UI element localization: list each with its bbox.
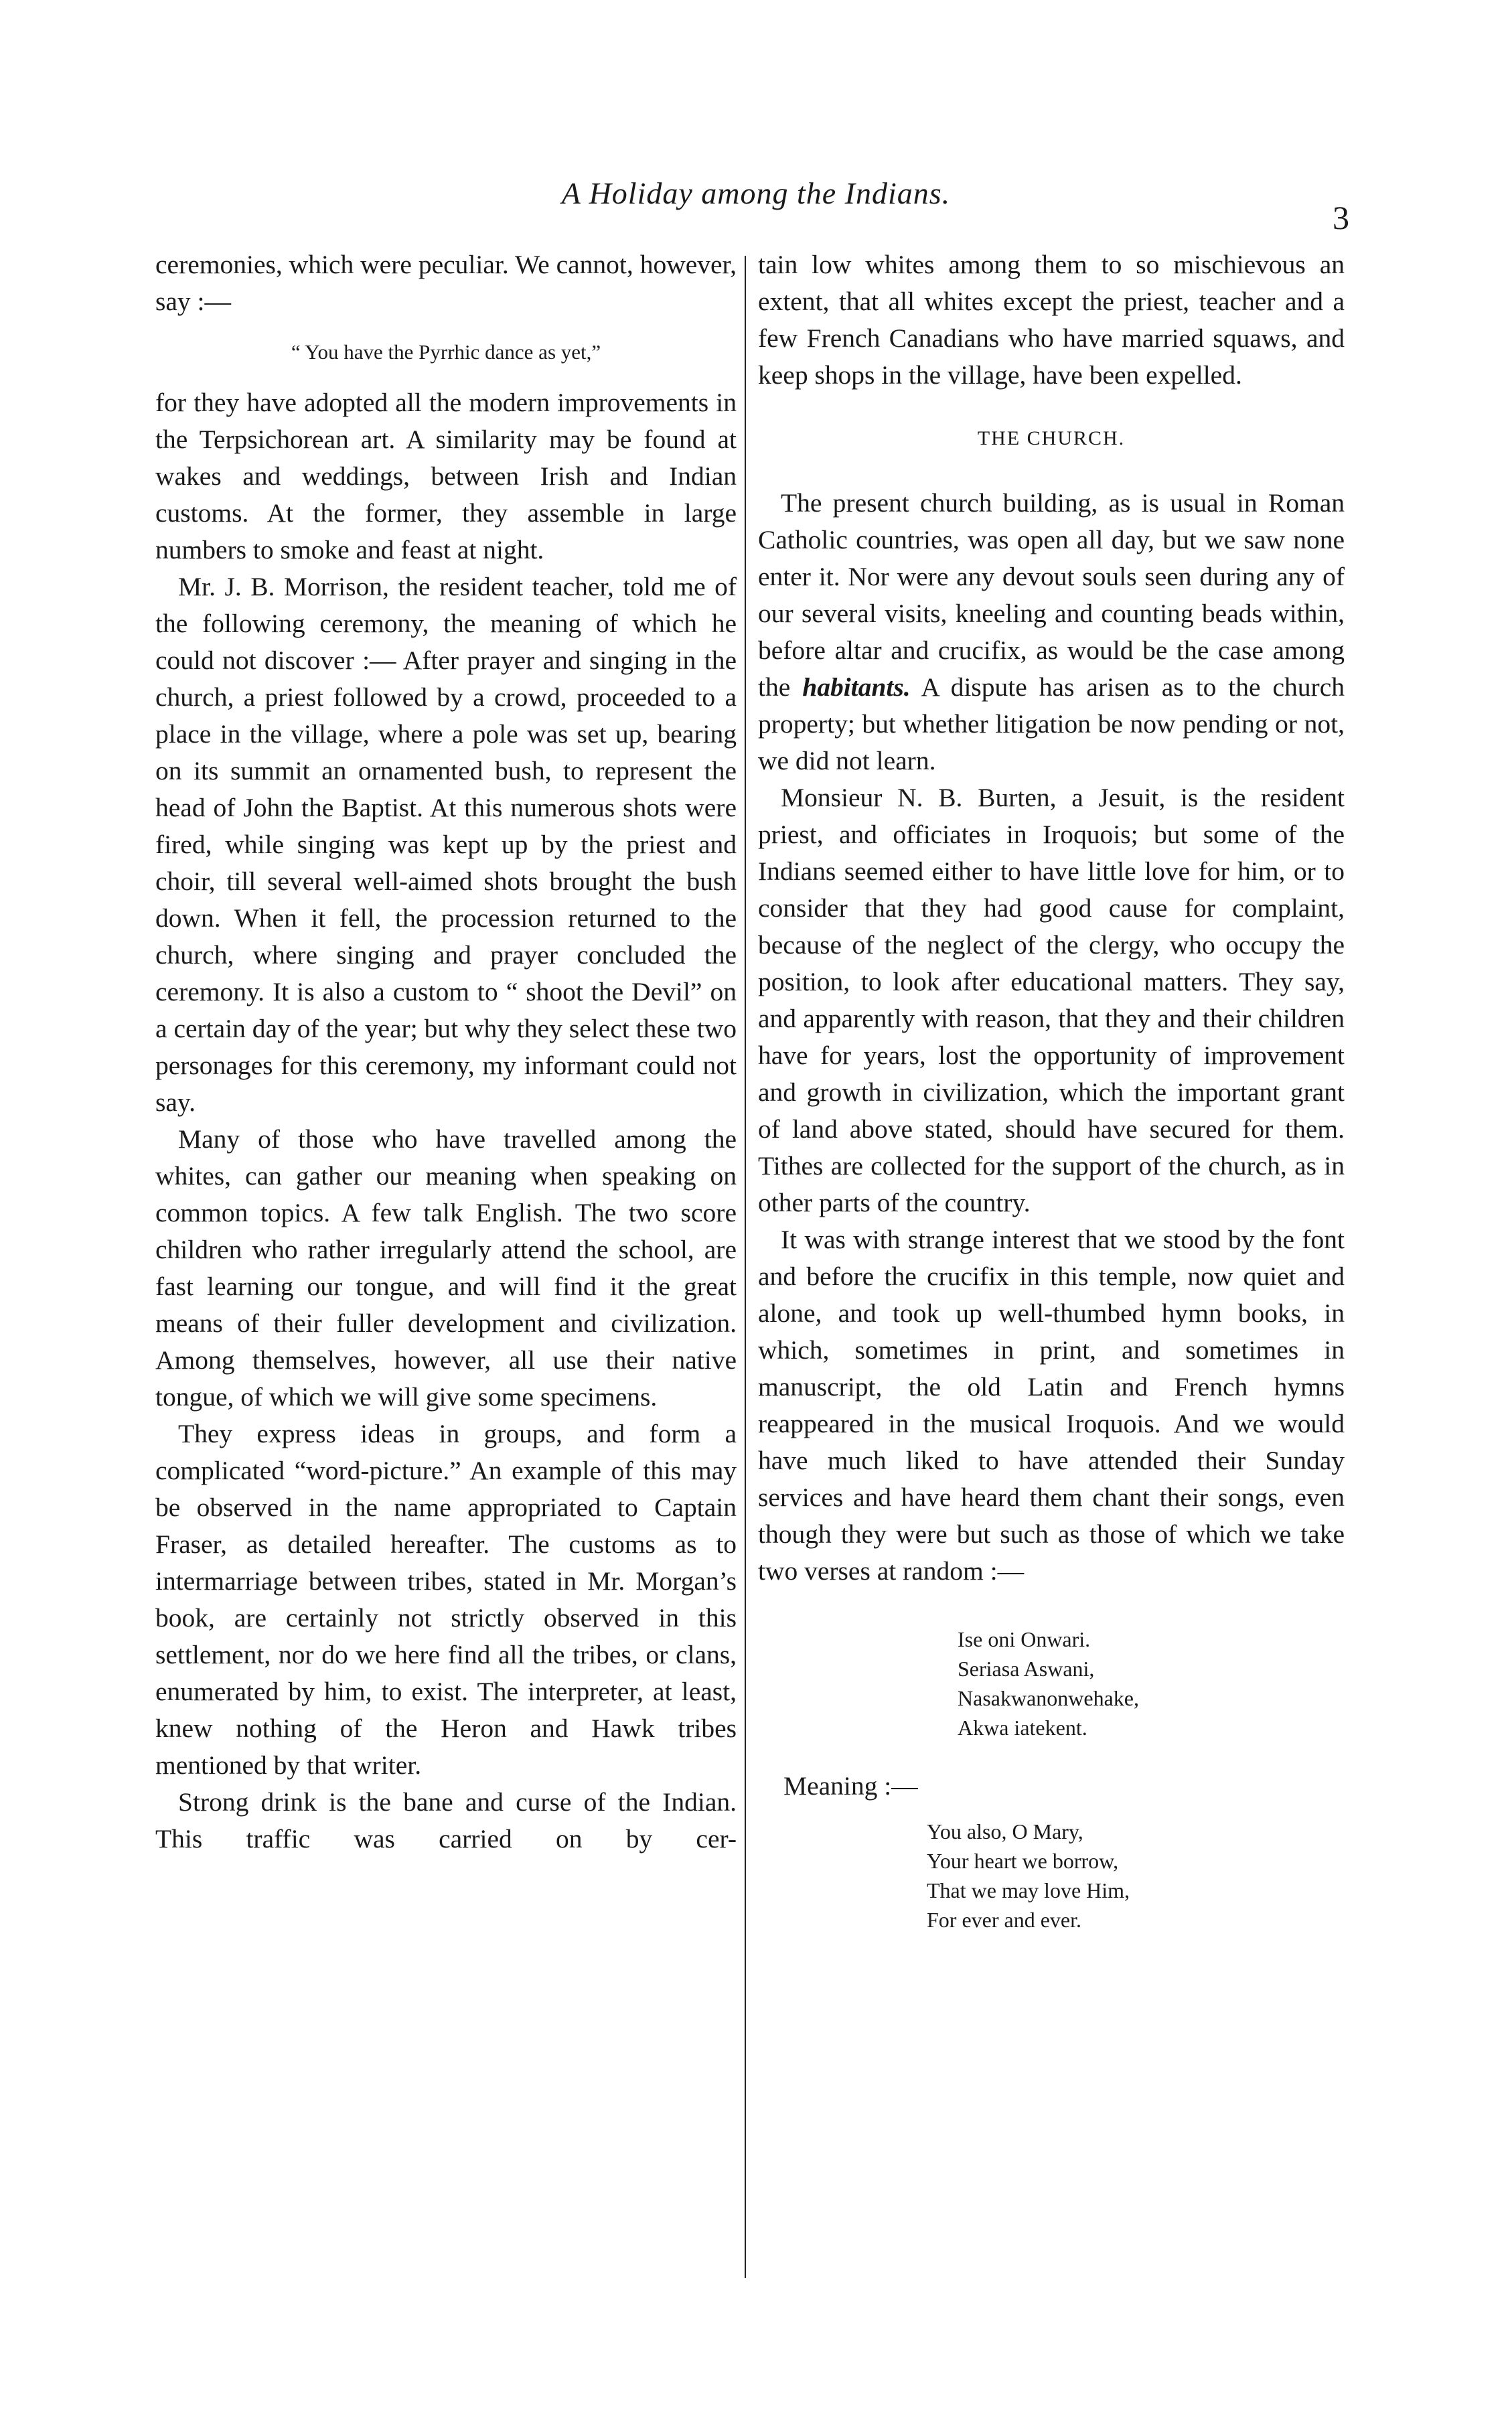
paragraph: It was with strange interest that we stood by the font and before the crucifix in this temple, now quiet and alone, and took up well-thumbed hymn books, in which, sometimes in print, and sometimes in manuscript, the old Latin and French hymns reappeared in the musical Iroquois. And we would have much liked to have attended their Sunday services and have heard them chant their songs, even though they were but such as those of which we take two verses at random :— <box>758 1225 1345 1586</box>
paragraph-text: The present church building, as is usual in Roman Catholic countries, was open all day, but we saw none enter it. Nor were any devout souls seen during any of our several visits, kneeling and counting beads within, before altar and crucifix, as would be the case among the <box>758 488 1345 702</box>
verse-line: Akwa iatekent. <box>958 1716 1087 1740</box>
verse-line: Nasakwanonwehake, <box>958 1686 1139 1710</box>
right-column <box>758 246 1345 1935</box>
italic-word: habitants. <box>802 672 911 702</box>
paragraph: Strong drink is the bane and curse of the Indian. This traffic was carried on by cer- <box>155 1787 737 1854</box>
running-header-title: A Holiday among the Indians. <box>561 176 951 210</box>
block-quote: “ You have the Pyrrhic dance as yet,” <box>291 340 601 364</box>
paragraph: They express ideas in groups, and form a complicated “word-picture.” An example of this may be observed in the name appropriated to Captain Fraser, as detailed hereafter. The customs as to intermarriage between tribes, stated in Mr. Morgan’s book, are certainly not strictly observed in this settlement, nor do we here find all the tribes, or clans, enumerated by him, to exist. The interpreter, at least, knew nothing of the Heron and Hawk tribes mentioned by that writer. <box>155 1419 737 1780</box>
verse-line: For ever and ever. <box>927 1908 1082 1932</box>
hymn-verse-english <box>927 1817 1345 1935</box>
paragraph: Monsieur N. B. Burten, a Jesuit, is the resident priest, and officiates in Iroquois; but some of the Indians seemed either to have little love for him, or to consider that they had good cause for complaint, because of the neglect of the clergy, who occupy the position, to look after educational matters. They say, and apparently with reason, that they and their children have for years, lost the opportunity of improvement and growth in civilization, which the important grant of land above stated, should have secured for them. Tithes are collected for the support of the church, as in other parts of the country. <box>758 783 1345 1217</box>
verse-line: You also, O Mary, <box>927 1819 1083 1843</box>
left-column <box>155 246 737 1858</box>
hymn-verse-iroquois <box>958 1625 1345 1742</box>
paragraph <box>758 485 1345 779</box>
paragraph: tain low whites among them to so mischievous an extent, that all whites except the priest, teacher and a few French Canadians who have married squaws, and keep shops in the village, have been expelled. <box>758 250 1345 390</box>
verse-line: That we may love Him, <box>927 1878 1130 1902</box>
page-number: 3 <box>1333 199 1349 236</box>
verse-line: Ise oni Onwari. <box>958 1627 1091 1651</box>
verse-line: Your heart we borrow, <box>927 1849 1119 1873</box>
paragraph: Mr. J. B. Morrison, the resident teacher, told me of the following ceremony, the meaning of which he could not discover :— After prayer and singing in the church, a priest followed by a crowd, proceeded to a place in the village, where a pole was set up, bearing on its summit an ornamented bush, to represent the head of John the Baptist. At this numerous shots were fired, while singing was kept up by the priest and choir, till several well-aimed shots brought the bush down. When it fell, the procession returned to the church, where singing and prayer concluded the ceremony. It is also a custom to “ shoot the Devil” on a certain day of the year; but why they select these two personages for this ceremony, my informant could not say. <box>155 572 737 1117</box>
paragraph-text: A dispute has arisen as to the church property; but whether litigation be now pending or not, we did not learn. <box>758 672 1345 775</box>
paragraph: Many of those who have travelled among the whites, can gather our meaning when speaking on common topics. A few talk English. The two score children who rather irregularly attend the school, are fast learning our tongue, and will find it the great means of their fuller development and civilization. Among themselves, however, all use their native tongue, of which we will give some specimens. <box>155 1124 737 1412</box>
section-heading: THE CHURCH. <box>977 427 1126 449</box>
paragraph: for they have adopted all the modern improvements in the Terpsichorean art. A similarity may be found at wakes and weddings, between Irish and Indian customs. At the former, they assemble in large numbers to smoke and feast at night. <box>155 388 737 564</box>
column-divider <box>745 256 746 2278</box>
paragraph: ceremonies, which were peculiar. We cannot, however, say :— <box>155 250 737 316</box>
meaning-label: Meaning :— <box>783 1771 918 1801</box>
verse-line: Seriasa Aswani, <box>958 1657 1095 1681</box>
